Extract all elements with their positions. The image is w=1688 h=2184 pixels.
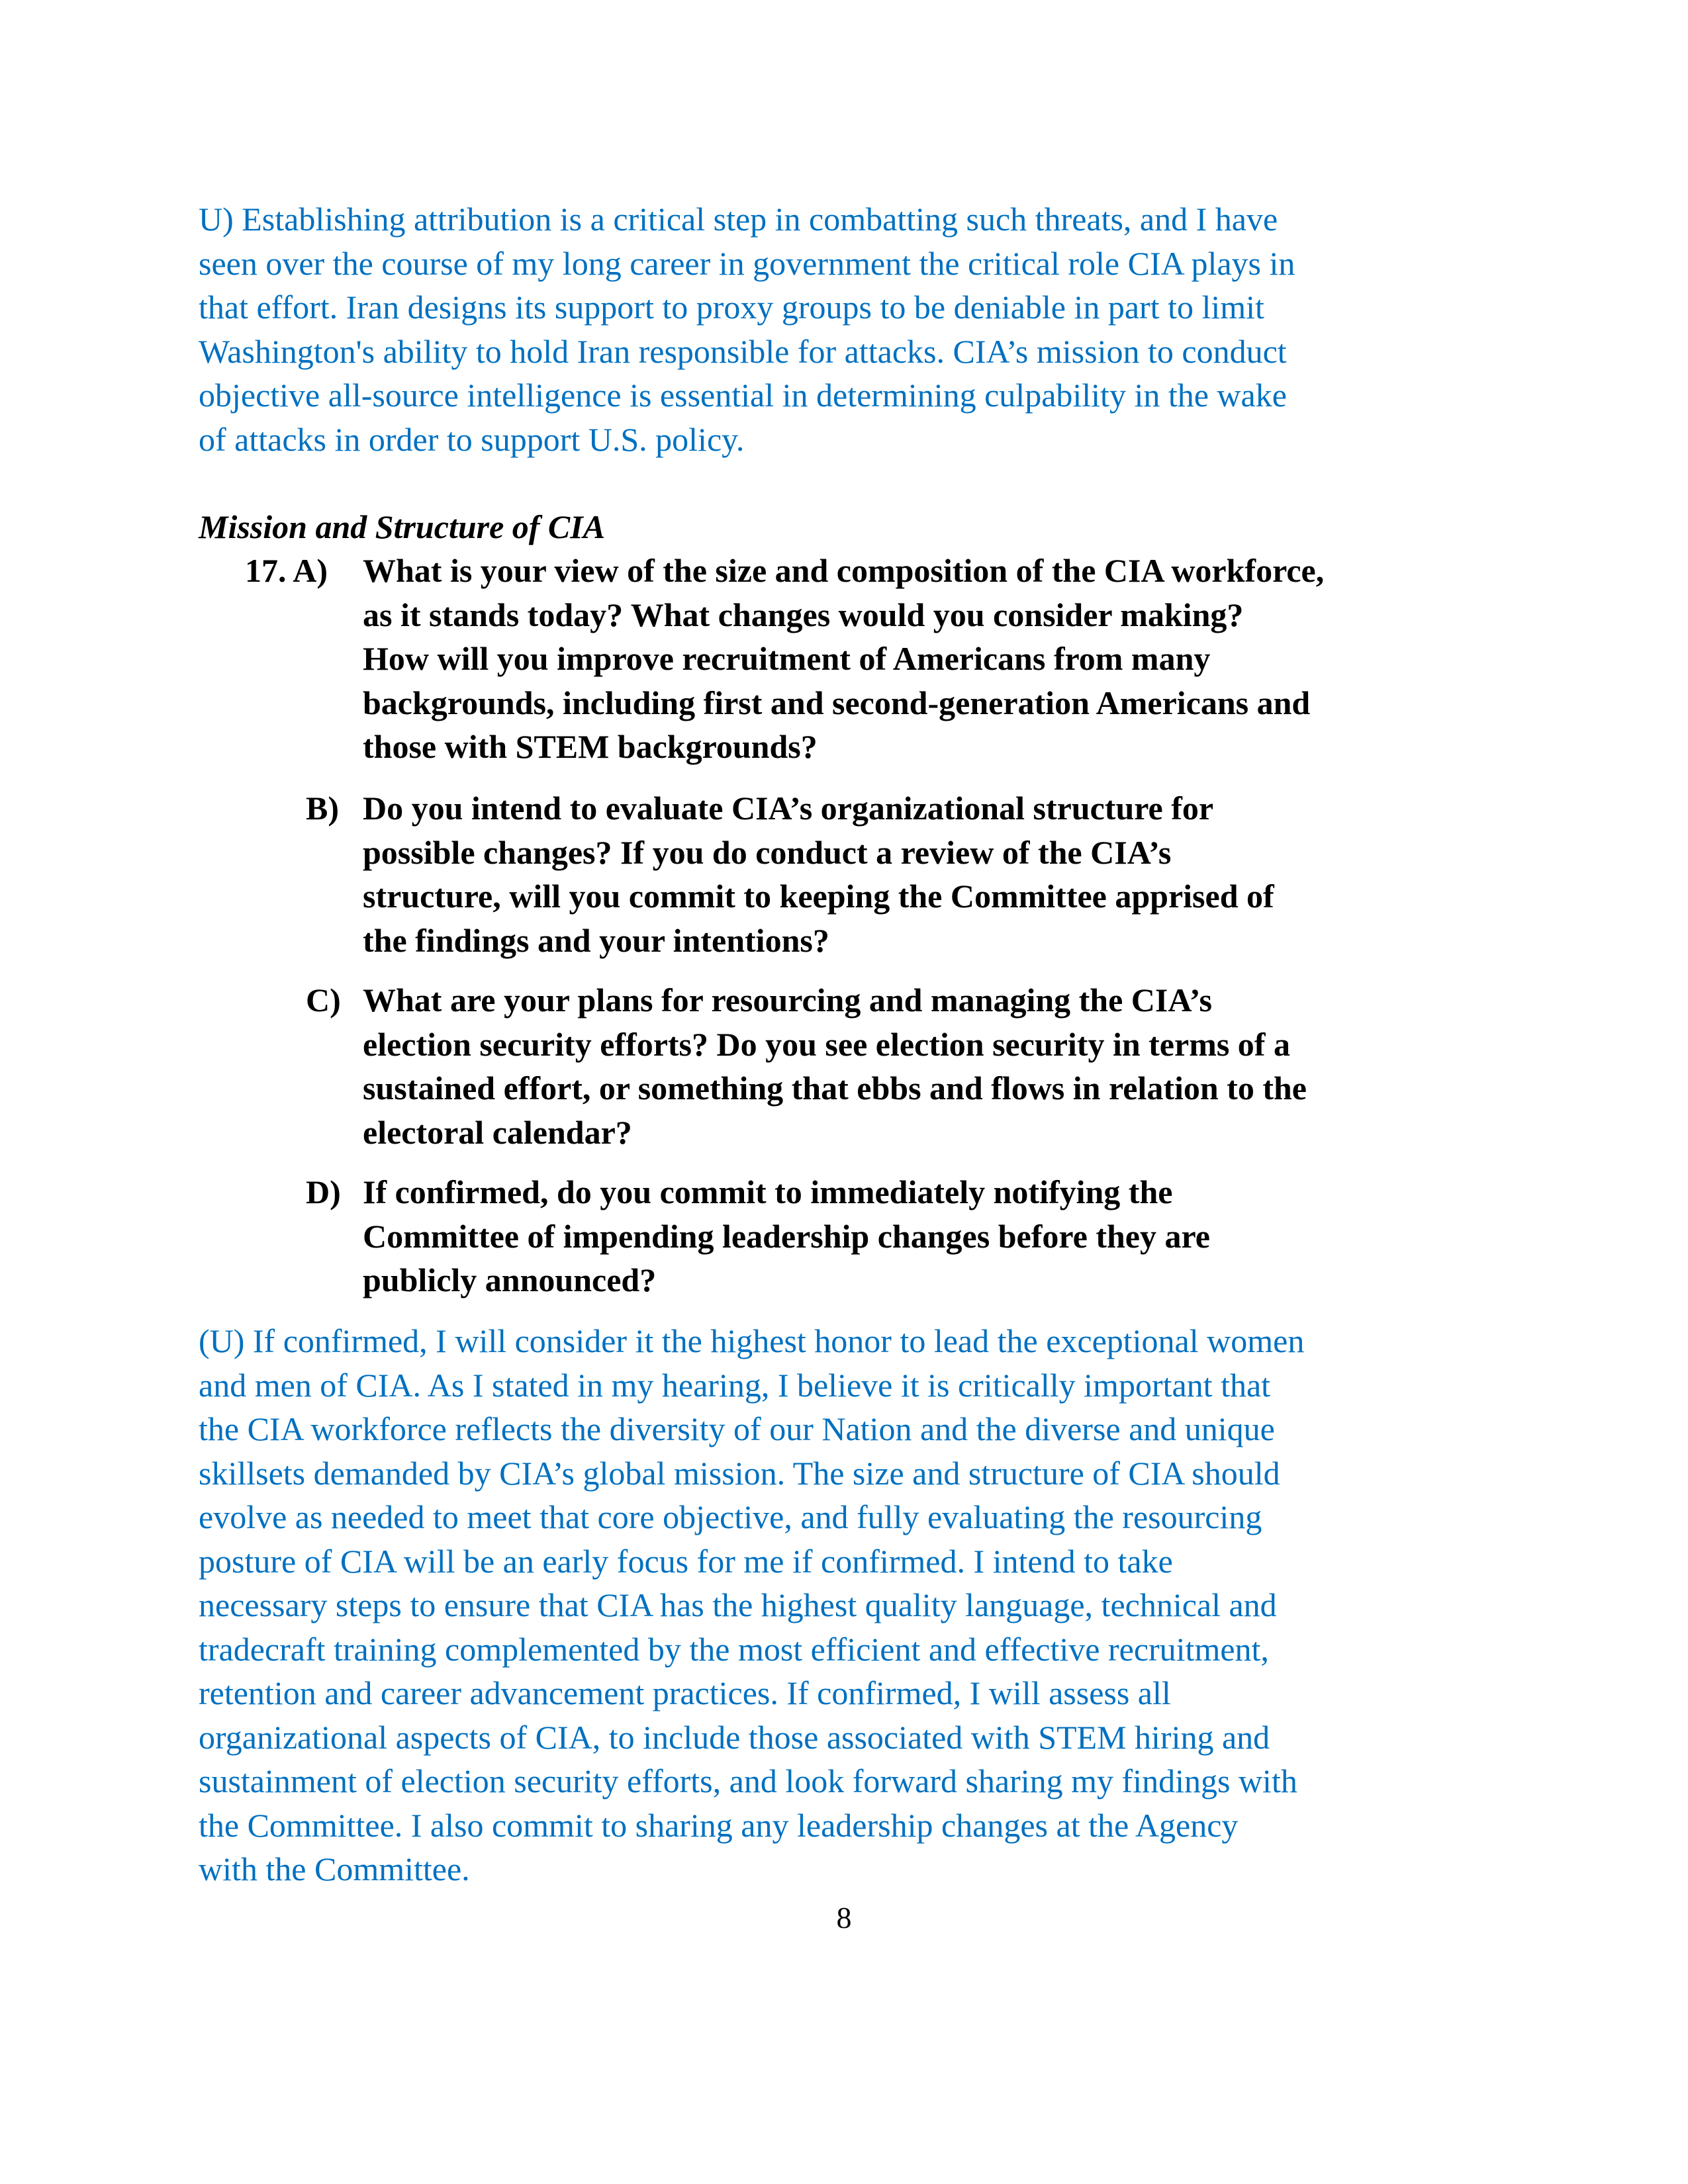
text-line: possible changes? If you do conduct a review of the CIA’s (363, 833, 1172, 871)
question-label: B) (306, 790, 339, 827)
text-line: that effort. Iran designs its support to proxy groups to be deniable in part to limit (199, 289, 1264, 326)
text-line: U) Establishing attribution is a critical step in combatting such threats, and I have (199, 201, 1278, 238)
text-line: skillsets demanded by CIA’s global mission. The size and structure of CIA should (199, 1454, 1280, 1492)
section-heading: Mission and Structure of CIA (199, 508, 606, 545)
text-line: organizational aspects of CIA, to include those associated with STEM hiring and (199, 1718, 1270, 1756)
text-line: How will you improve recruitment of Americans from many (363, 640, 1211, 677)
text-line: posture of CIA will be an early focus for me if confirmed. I intend to take (199, 1542, 1173, 1580)
text-line: tradecraft training complemented by the most efficient and effective recruitment, (199, 1630, 1269, 1668)
text-line: What is your view of the size and composition of the CIA workforce, (363, 552, 1325, 589)
text-line: backgrounds, including first and second-generation Americans and (363, 684, 1311, 721)
text-line: those with STEM backgrounds? (363, 728, 818, 765)
text-line: What are your plans for resourcing and managing the CIA’s (363, 981, 1213, 1019)
text-line: necessary steps to ensure that CIA has the highest quality language, technical and (199, 1586, 1277, 1623)
text-line: as it stands today? What changes would you consider making? (363, 596, 1244, 633)
text-line: structure, will you commit to keeping the Committee apprised of (363, 878, 1274, 915)
text-line: sustainment of election security efforts, and look forward sharing my findings with (199, 1762, 1297, 1799)
text-line: the findings and your intentions? (363, 921, 829, 959)
question-text (363, 786, 1274, 962)
question-text (363, 549, 1324, 769)
question-label: 17. A) (245, 552, 328, 589)
text-line: retention and career advancement practices. If confirmed, I will assess all (199, 1674, 1171, 1711)
text-line: evolve as needed to meet that core objective, and fully evaluating the resourcing (199, 1498, 1262, 1535)
question-text (363, 1170, 1210, 1302)
text-line: objective all-source intelligence is essential in determining culpability in the wake (199, 377, 1287, 414)
question-label: D) (306, 1173, 341, 1210)
text-line: publicly announced? (363, 1261, 657, 1298)
page-number: 8 (836, 1901, 852, 1934)
text-line: If confirmed, do you commit to immediately notifying the (363, 1173, 1173, 1210)
text-line: electoral calendar? (363, 1113, 632, 1151)
text-line: Committee of impending leadership changes before they are (363, 1217, 1210, 1255)
previous-answer-paragraph (199, 197, 1295, 461)
text-line: election security efforts? Do you see election security in terms of a (363, 1025, 1290, 1063)
question-label: C) (306, 981, 341, 1019)
text-line: seen over the course of my long career in government the critical role CIA plays in (199, 244, 1295, 282)
question-text (363, 978, 1307, 1154)
answer-paragraph (199, 1319, 1304, 1891)
text-line: the Committee. I also commit to sharing any leadership changes at the Agency (199, 1806, 1239, 1844)
text-line: of attacks in order to support U.S. policy. (199, 420, 745, 458)
text-line: with the Committee. (199, 1850, 470, 1888)
text-line: the CIA workforce reflects the diversity of our Nation and the diverse and unique (199, 1410, 1275, 1447)
text-line: and men of CIA. As I stated in my hearing, I believe it is critically important that (199, 1366, 1271, 1404)
text-line: Do you intend to evaluate CIA’s organizational structure for (363, 790, 1214, 827)
text-line: Washington's ability to hold Iran responsible for attacks. CIA’s mission to conduct (199, 332, 1287, 370)
text-line: sustained effort, or something that ebbs and flows in relation to the (363, 1069, 1307, 1107)
text-line: (U) If confirmed, I will consider it the highest honor to lead the exceptional women (199, 1322, 1305, 1359)
